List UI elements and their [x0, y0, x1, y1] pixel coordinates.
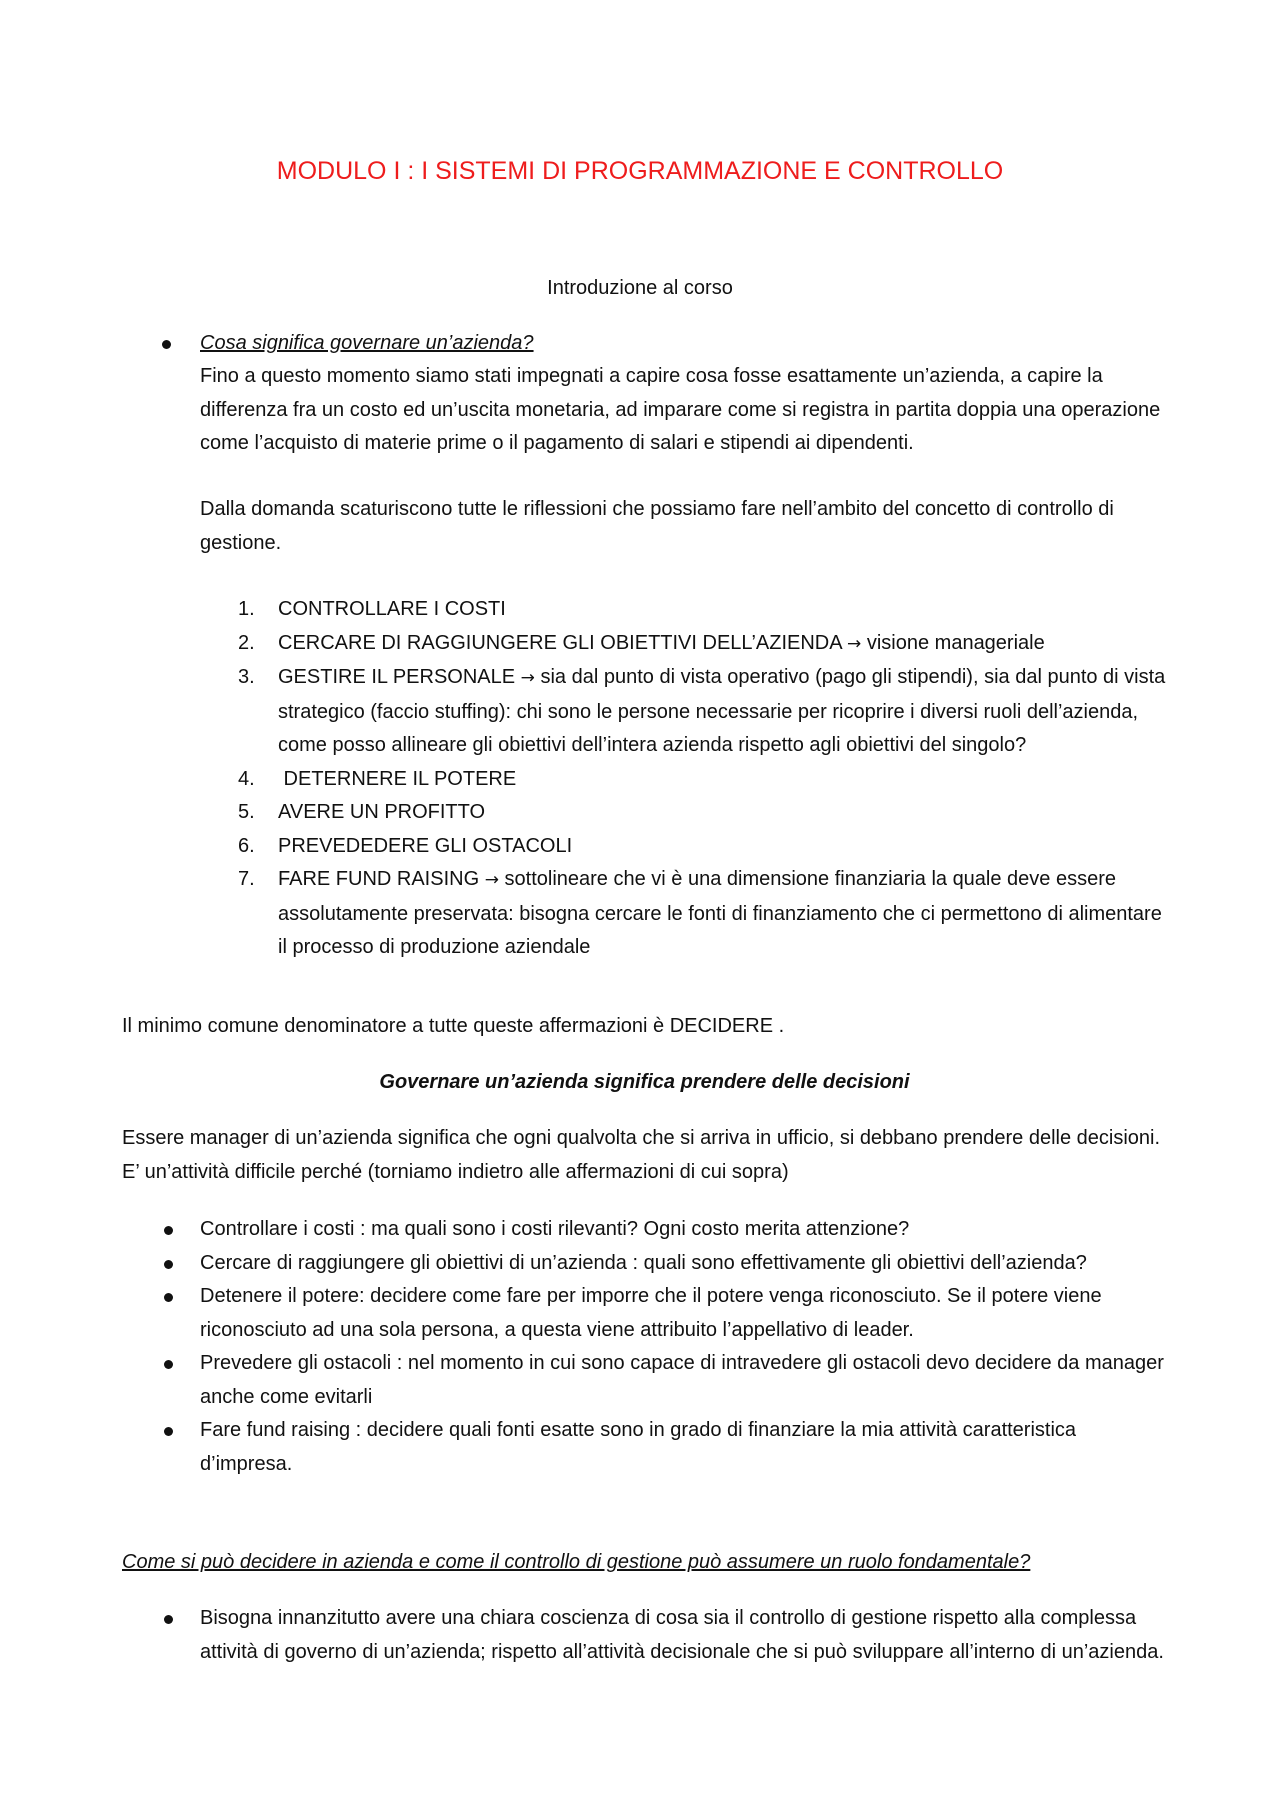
list-item: 7. FARE FUND RAISING → sottolineare che vi è una dimensione finanziaria la quale deve essere assolutamente preservata: bisogna cercare le fonti di finanziamento che ci permettono di alimentare il processo di produzione aziendale — [238, 868, 1162, 958]
section1-question: Cosa significa governare un’azienda? — [200, 332, 534, 354]
section1-paragraph: Fino a questo momento siamo stati impegnati a capire cosa fosse esattamente un’azienda, a capire la differenza fra un costo ed un’uscita monetaria, ad imparare come si registra in partita doppia una operazione come l’acquisto di materie prime o il pagamento di salari e stipendi ai dipendenti. — [200, 365, 1161, 454]
bullet-dot — [164, 1293, 173, 1302]
list-item: 2. CERCARE DI RAGGIUNGERE GLI OBIETTIVI DELL’AZIENDA → visione manageriale — [238, 631, 1045, 654]
page-title: MODULO I : I SISTEMI DI PROGRAMMAZIONE E CONTROLLO — [276, 157, 1004, 185]
list-item: 5. AVERE UN PROFITTO — [238, 801, 486, 823]
final-bullet-list — [200, 1602, 1170, 1669]
bullet-dot — [164, 1360, 173, 1369]
numbered-list — [200, 593, 1170, 965]
list-item: Cercare di raggiungere gli obiettivi di un’azienda : quali sono effettivamente gli obiettivi dell’azienda? — [200, 1247, 1170, 1281]
list-item: 1. CONTROLLARE I COSTI — [238, 598, 506, 620]
arrow-right-icon: → — [520, 668, 535, 688]
bullet-dot — [164, 1260, 173, 1269]
page-subtitle: Introduzione al corso — [547, 277, 733, 299]
arrow-right-icon: → — [484, 870, 499, 890]
list-item: Controllare i costi : ma quali sono i costi rilevanti? Ogni costo merita attenzione? — [200, 1213, 1170, 1247]
bullet-dot — [164, 1615, 173, 1624]
list-item: 4. DETERNERE IL POTERE — [238, 767, 517, 790]
bullet-dot — [164, 1427, 173, 1436]
list-item: 3. GESTIRE IL PERSONALE → sia dal punto di vista operativo (pago gli stipendi), sia dal punto di vista strategico (faccio stuffing): chi sono le persone necessarie per ricoprire i diversi ruoli dell’azienda, come posso allineare gli obiettivi dell’intera azienda rispetto agli obiettivi del singolo? — [238, 666, 1166, 756]
list-item: Detenere il potere: decidere come fare per imporre che il potere venga riconosciuto. Se il potere viene riconosciuto ad una sola persona, a questa viene attribuito l’appellativo di leader. — [200, 1280, 1170, 1347]
section-heading: Governare un’azienda significa prendere delle decisioni — [379, 1071, 910, 1093]
bullet-dot — [164, 1226, 173, 1235]
list-item: 6. PREVEDEDERE GLI OSTACOLI — [238, 834, 573, 857]
section1-paragraph-2: Dalla domanda scaturiscono tutte le riflessioni che possiamo fare nell’ambito del concetto di controllo di gestione. — [200, 498, 1114, 554]
denominator-sentence: Il minimo comune denominatore a tutte queste affermazioni è DECIDERE . — [122, 1015, 785, 1037]
list-item: Prevedere gli ostacoli : nel momento in cui sono capace di intravedere gli ostacoli devo decidere da manager anche come evitarli — [200, 1347, 1170, 1414]
list-item: Bisogna innanzitutto avere una chiara coscienza di cosa sia il controllo di gestione rispetto alla complessa attività di governo di un’azienda; rispetto all’attività decisionale che si può sviluppare all’interno di un’azienda. — [200, 1602, 1170, 1669]
bullet-dot — [162, 340, 171, 349]
manager-paragraph: Essere manager di un’azienda significa che ogni qualvolta che si arriva in ufficio, si debbano prendere delle decisioni. E’ un’attività difficile perché (torniamo indietro alle affermazioni di cui sopra) — [122, 1127, 1161, 1183]
decision-bullet-list — [200, 1213, 1170, 1481]
arrow-right-icon: → — [847, 633, 862, 654]
section-question-2: Come si può decidere in azienda e come il controllo di gestione può assumere un ruolo fondamentale? — [122, 1551, 1031, 1573]
list-item: Fare fund raising : decidere quali fonti esatte sono in grado di finanziare la mia attività caratteristica d’impresa. — [200, 1414, 1170, 1481]
